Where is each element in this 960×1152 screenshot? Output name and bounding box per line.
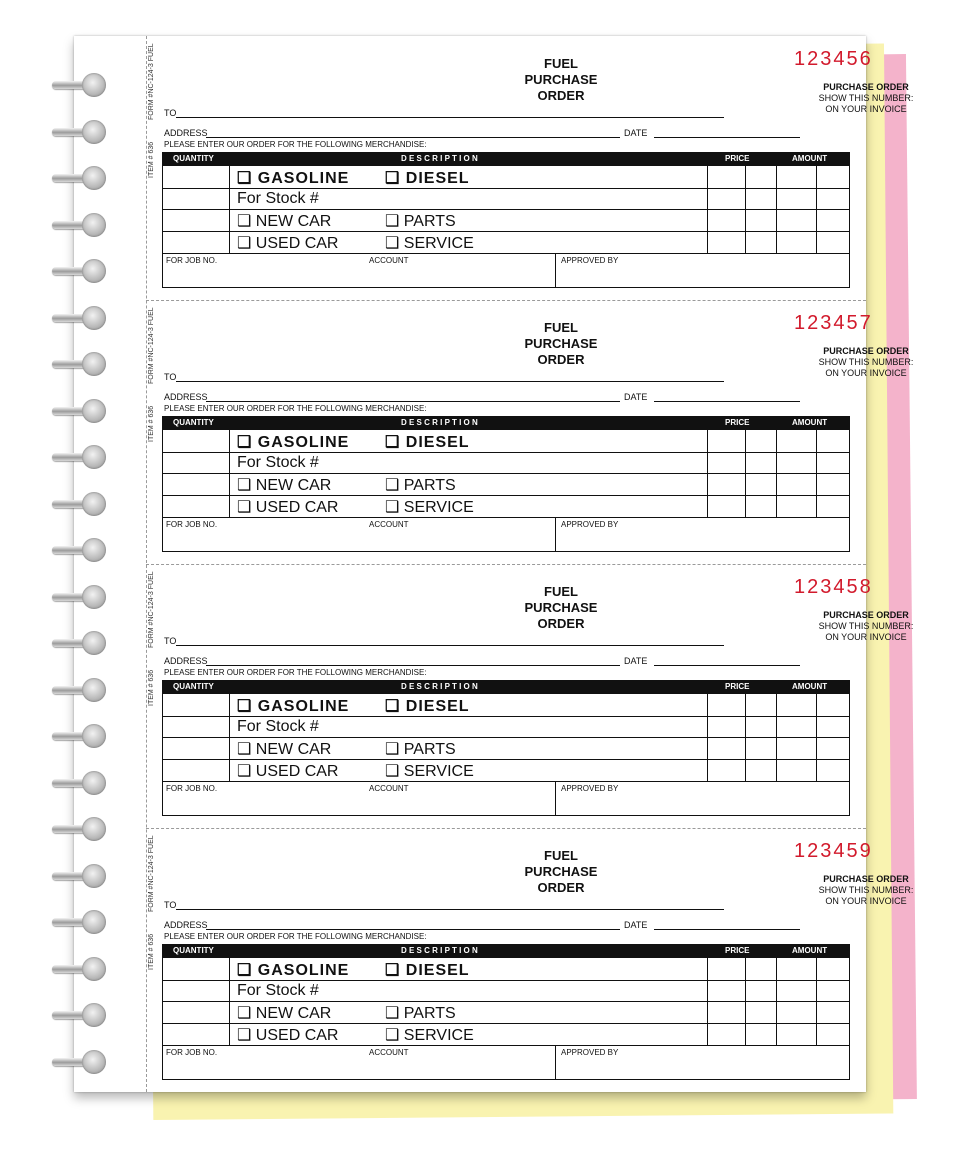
table-header [163,945,849,958]
new-car-option[interactable]: ❑ NEW CAR [237,1005,332,1022]
row-line-4 [163,253,849,254]
to-field[interactable] [176,645,724,646]
approved-by-label: APPROVED BY [561,256,619,265]
row-line-1 [163,980,849,981]
diesel-option[interactable]: ❑ DIESEL [385,962,470,979]
divider-qty [229,153,230,253]
form-code: FORM #NC-124-3 FUEL [148,571,155,648]
spiral-ring [52,584,108,610]
ring-hole [82,817,106,841]
ring-hole [82,678,106,702]
divider-qty [229,417,230,517]
date-label: DATE [624,128,648,138]
divider-approved [555,253,556,288]
spiral-ring [52,72,108,98]
amount-header: AMOUNT [792,154,828,163]
spiral-ring [52,1002,108,1028]
row-line-2 [163,473,849,474]
ring-hole [82,399,106,423]
price-header: PRICE [725,418,750,427]
date-field[interactable] [654,929,800,930]
po-title: PURCHASE ORDER [823,874,909,884]
order-table [162,680,850,816]
form-title: FUEL PURCHASE ORDER [524,320,598,367]
account-label: ACCOUNT [369,520,409,529]
divider-qty [229,945,230,1045]
row-line-2 [163,209,849,210]
date-field[interactable] [654,137,800,138]
gasoline-option[interactable]: ❑ GASOLINE [237,434,350,451]
form-title: FUEL PURCHASE ORDER [524,848,598,895]
ring-hole [82,120,106,144]
new-car-option[interactable]: ❑ NEW CAR [237,741,332,758]
gasoline-option[interactable]: ❑ GASOLINE [237,170,350,187]
to-label: TO [164,372,177,382]
description-header: D E S C R I P T I O N [401,154,478,163]
to-field[interactable] [176,117,724,118]
form-code: FORM #NC-124-3 FUEL [148,835,155,912]
ring-hole [82,213,106,237]
divider-qty [229,681,230,781]
to-label: TO [164,108,177,118]
spiral-ring [52,863,108,889]
divider-price [707,153,708,253]
quantity-header: QUANTITY [173,682,214,691]
purchase-order-book [74,36,914,1092]
date-label: DATE [624,656,648,666]
service-option[interactable]: ❑ SERVICE [385,499,474,516]
po-instructions [806,874,926,907]
row-line-3 [163,1023,849,1024]
po-number: 123456 [794,48,873,70]
for-job-no-label: FOR JOB NO. [166,784,218,793]
order-table [162,416,850,552]
po-title: PURCHASE ORDER [823,82,909,92]
date-label: DATE [624,392,648,402]
spiral-ring [52,770,108,796]
quantity-header: QUANTITY [173,946,214,955]
ring-hole [82,445,106,469]
divider-approved [555,517,556,552]
ring-hole [82,306,106,330]
po-line3: ON YOUR INVOICE [825,368,907,378]
service-option[interactable]: ❑ SERVICE [385,763,474,780]
po-title: PURCHASE ORDER [823,346,909,356]
used-car-option[interactable]: ❑ USED CAR [237,235,339,252]
description-header: D E S C R I P T I O N [401,682,478,691]
po-number: 123459 [794,840,873,862]
row-line-4 [163,1045,849,1046]
purchase-order-form [146,300,914,564]
po-number: 123457 [794,312,873,334]
spiral-ring [52,723,108,749]
for-job-no-label: FOR JOB NO. [166,520,218,529]
ring-hole [82,910,106,934]
table-header [163,153,849,166]
account-label: ACCOUNT [369,784,409,793]
service-option[interactable]: ❑ SERVICE [385,1027,474,1044]
po-line2: SHOW THIS NUMBER: [818,357,914,367]
ring-hole [82,492,106,516]
ring-hole [82,864,106,888]
spiral-ring [52,444,108,470]
ring-hole [82,585,106,609]
please-enter-text: PLEASE ENTER OUR ORDER FOR THE FOLLOWING MERCHANDISE: [164,932,427,941]
spiral-ring [52,398,108,424]
spiral-ring [52,677,108,703]
approved-by-label: APPROVED BY [561,1048,619,1057]
for-job-no-label: FOR JOB NO. [166,1048,218,1057]
ring-hole [82,957,106,981]
ring-hole [82,631,106,655]
divider-amount [776,417,777,517]
row-line-4 [163,781,849,782]
account-label: ACCOUNT [369,256,409,265]
ring-hole [82,724,106,748]
purchase-order-form [146,36,914,300]
row-line-3 [163,495,849,496]
date-label: DATE [624,920,648,930]
approved-by-label: APPROVED BY [561,784,619,793]
po-instructions [806,610,926,643]
parts-option[interactable]: ❑ PARTS [385,1005,456,1022]
table-header [163,417,849,430]
po-line2: SHOW THIS NUMBER: [818,93,914,103]
to-field[interactable] [176,381,724,382]
parts-option[interactable]: ❑ PARTS [385,477,456,494]
to-label: TO [164,900,177,910]
divider-price [707,945,708,1045]
ring-hole [82,259,106,283]
account-label: ACCOUNT [369,1048,409,1057]
used-car-option[interactable]: ❑ USED CAR [237,499,339,516]
po-line3: ON YOUR INVOICE [825,632,907,642]
spiral-ring [52,956,108,982]
divider-amount [776,681,777,781]
parts-option[interactable]: ❑ PARTS [385,213,456,230]
address-label: ADDRESS [164,920,208,930]
po-instructions [806,346,926,379]
form-code: FORM #NC-124-3 FUEL [148,43,155,120]
diesel-option[interactable]: ❑ DIESEL [385,170,470,187]
divider-approved [555,781,556,816]
date-field[interactable] [654,665,800,666]
used-car-option[interactable]: ❑ USED CAR [237,763,339,780]
for-stock-label: For Stock # [237,454,319,471]
price-header: PRICE [725,946,750,955]
po-line3: ON YOUR INVOICE [825,896,907,906]
amount-header: AMOUNT [792,682,828,691]
divider-approved [555,1045,556,1080]
quantity-header: QUANTITY [173,418,214,427]
divider-amount [776,153,777,253]
form-code: FORM #NC-124-3 FUEL [148,307,155,384]
address-label: ADDRESS [164,656,208,666]
ring-hole [82,73,106,97]
spiral-ring [52,491,108,517]
amount-header: AMOUNT [792,946,828,955]
spiral-ring [52,258,108,284]
row-line-2 [163,737,849,738]
row-line-3 [163,231,849,232]
address-field[interactable] [206,929,620,930]
spiral-ring [52,351,108,377]
spiral-ring [52,630,108,656]
please-enter-text: PLEASE ENTER OUR ORDER FOR THE FOLLOWING MERCHANDISE: [164,668,427,677]
for-stock-label: For Stock # [237,190,319,207]
po-line3: ON YOUR INVOICE [825,104,907,114]
new-car-option[interactable]: ❑ NEW CAR [237,477,332,494]
spiral-ring [52,305,108,331]
purchase-order-form [146,828,914,1092]
form-title: FUEL PURCHASE ORDER [524,56,598,103]
price-header: PRICE [725,682,750,691]
ring-hole [82,1050,106,1074]
item-code: ITEM # 636 [148,933,155,970]
amount-header: AMOUNT [792,418,828,427]
used-car-option[interactable]: ❑ USED CAR [237,1027,339,1044]
to-field[interactable] [176,909,724,910]
ring-hole [82,1003,106,1027]
spiral-ring [52,537,108,563]
order-table [162,944,850,1080]
description-header: D E S C R I P T I O N [401,946,478,955]
address-field[interactable] [206,665,620,666]
row-line-3 [163,759,849,760]
purchase-order-form [146,564,914,828]
diesel-option[interactable]: ❑ DIESEL [385,698,470,715]
for-stock-label: For Stock # [237,982,319,999]
row-line-1 [163,452,849,453]
spiral-ring [52,212,108,238]
please-enter-text: PLEASE ENTER OUR ORDER FOR THE FOLLOWING MERCHANDISE: [164,140,427,149]
po-instructions [806,82,926,115]
address-field[interactable] [206,401,620,402]
item-code: ITEM # 636 [148,405,155,442]
po-line2: SHOW THIS NUMBER: [818,885,914,895]
row-line-4 [163,517,849,518]
row-line-1 [163,188,849,189]
service-option[interactable]: ❑ SERVICE [385,235,474,252]
item-code: ITEM # 636 [148,669,155,706]
ring-hole [82,166,106,190]
parts-option[interactable]: ❑ PARTS [385,741,456,758]
diesel-option[interactable]: ❑ DIESEL [385,434,470,451]
row-line-2 [163,1001,849,1002]
gasoline-option[interactable]: ❑ GASOLINE [237,962,350,979]
spiral-ring [52,119,108,145]
divider-price [707,681,708,781]
ring-hole [82,538,106,562]
new-car-option[interactable]: ❑ NEW CAR [237,213,332,230]
address-field[interactable] [206,137,620,138]
for-stock-label: For Stock # [237,718,319,735]
approved-by-label: APPROVED BY [561,520,619,529]
date-field[interactable] [654,401,800,402]
price-header: PRICE [725,154,750,163]
row-line-1 [163,716,849,717]
address-label: ADDRESS [164,392,208,402]
gasoline-option[interactable]: ❑ GASOLINE [237,698,350,715]
description-header: D E S C R I P T I O N [401,418,478,427]
table-header [163,681,849,694]
po-line2: SHOW THIS NUMBER: [818,621,914,631]
spiral-ring [52,1049,108,1075]
divider-amount [776,945,777,1045]
ring-hole [82,771,106,795]
form-title: FUEL PURCHASE ORDER [524,584,598,631]
ring-hole [82,352,106,376]
for-job-no-label: FOR JOB NO. [166,256,218,265]
order-table [162,152,850,288]
quantity-header: QUANTITY [173,154,214,163]
spiral-ring [52,816,108,842]
item-code: ITEM # 636 [148,141,155,178]
to-label: TO [164,636,177,646]
please-enter-text: PLEASE ENTER OUR ORDER FOR THE FOLLOWING MERCHANDISE: [164,404,427,413]
divider-price [707,417,708,517]
spiral-ring [52,909,108,935]
po-number: 123458 [794,576,873,598]
po-title: PURCHASE ORDER [823,610,909,620]
address-label: ADDRESS [164,128,208,138]
spiral-ring [52,165,108,191]
